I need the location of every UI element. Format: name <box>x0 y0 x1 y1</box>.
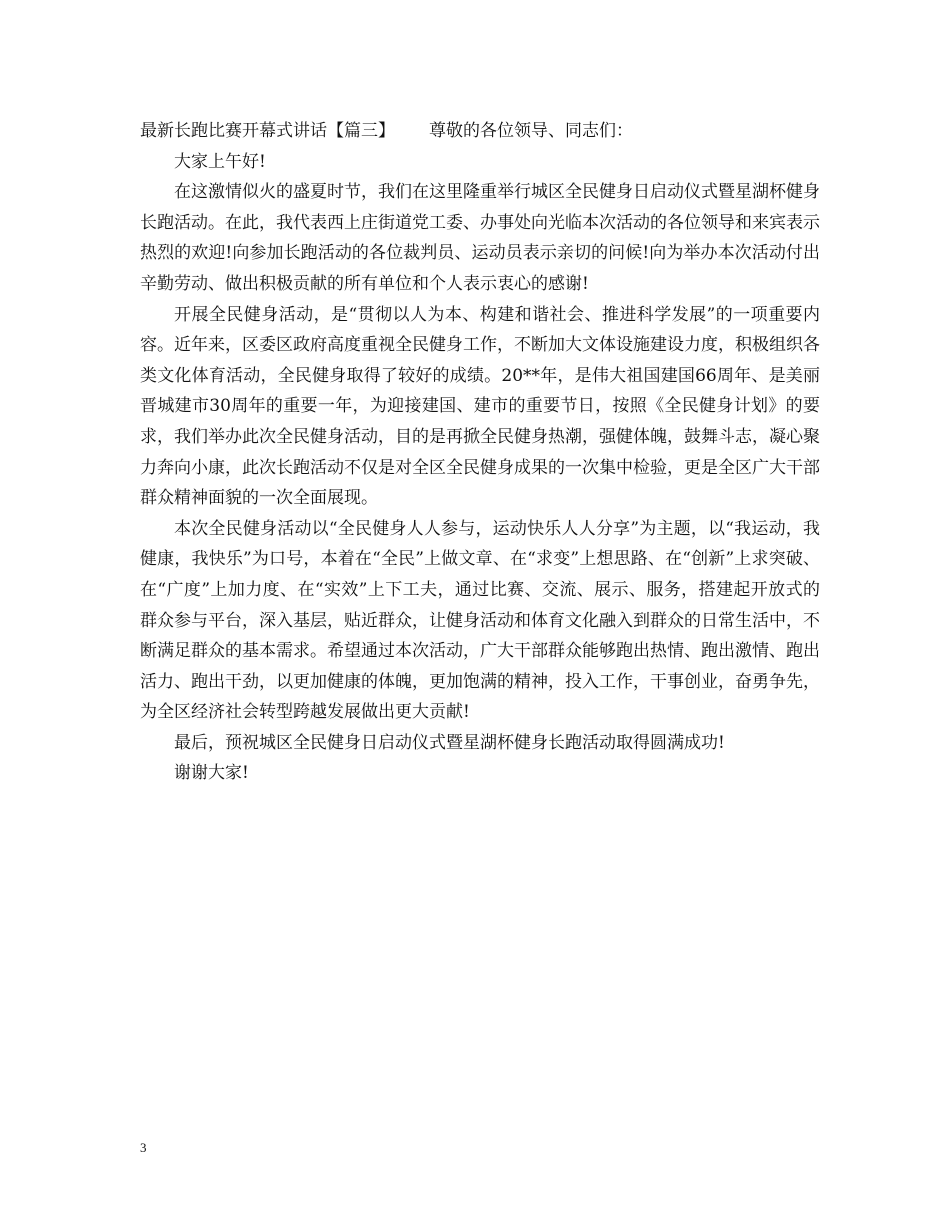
document-body <box>140 116 820 789</box>
salutation: 尊敬的各位领导、同志们： <box>429 121 633 141</box>
document-title: 最新长跑比赛开幕式讲话【篇三】 <box>140 121 395 141</box>
title-line <box>140 116 820 147</box>
page-number: 3 <box>140 1140 147 1155</box>
paragraph-thanks: 谢谢大家! <box>174 763 249 784</box>
paragraph-theme: 本次全民健身活动以“全民健身人人参与，运动快乐人人分享”为主题，以“我运动，我健康，我快乐”为口号，本着在“全民”上做文章、在“求变”上想思路、在“创新”上求突破、在“广度”上加力度、在“实效”上下工夫，通过比赛、交流、展示、服务，搭建起开放式的群众参与平台，深入基层，贴近群众，让健身活动和体育文化融入到群众的日常生活中，不断满足群众的基本需求。希望通过本次活动，广大干部群众能够跑出热情、跑出激情、跑出活力、跑出干劲，以更加健康的体魄，更加饱满的精神，投入工作，干事创业，奋勇争先，为全区经济社会转型跨越发展做出更大贡献! <box>140 518 820 723</box>
paragraph-welcome: 在这激情似火的盛夏时节，我们在这里隆重举行城区全民健身日启动仪式暨星湖杯健身长跑活动。在此，我代表西上庄街道党工委、办事处向光临本次活动的各位领导和来宾表示热烈的欢迎!向参加长跑活动的各位裁判员、运动员表示亲切的问候!向为举办本次活动付出辛勤劳动、做出积极贡献的所有单位和个人表示衷心的感谢! <box>140 182 820 294</box>
paragraph-greeting: 大家上午好! <box>174 151 266 172</box>
paragraph-background: 开展全民健身活动，是“贯彻以人为本、构建和谐社会、推进科学发展”的一项重要内容。近年来，区委区政府高度重视全民健身工作，不断加大文体设施建设力度，积极组织各类文化体育活动，全民健身取得了较好的成绩。20**年，是伟大祖国建国66周年、是美丽晋城建市30周年的重要一年，为迎接建国、建市的重要节日，按照《全民健身计划》的要求，我们举办此次全民健身活动，目的是再掀全民健身热潮，强健体魄，鼓舞斗志，凝心聚力奔向小康，此次长跑活动不仅是对全区全民健身成果的一次集中检验，更是全区广大干部群众精神面貌的一次全面展现。 <box>140 304 820 509</box>
paragraph-wishes: 最后，预祝城区全民健身日启动仪式暨星湖杯健身长跑活动取得圆满成功! <box>174 732 725 753</box>
